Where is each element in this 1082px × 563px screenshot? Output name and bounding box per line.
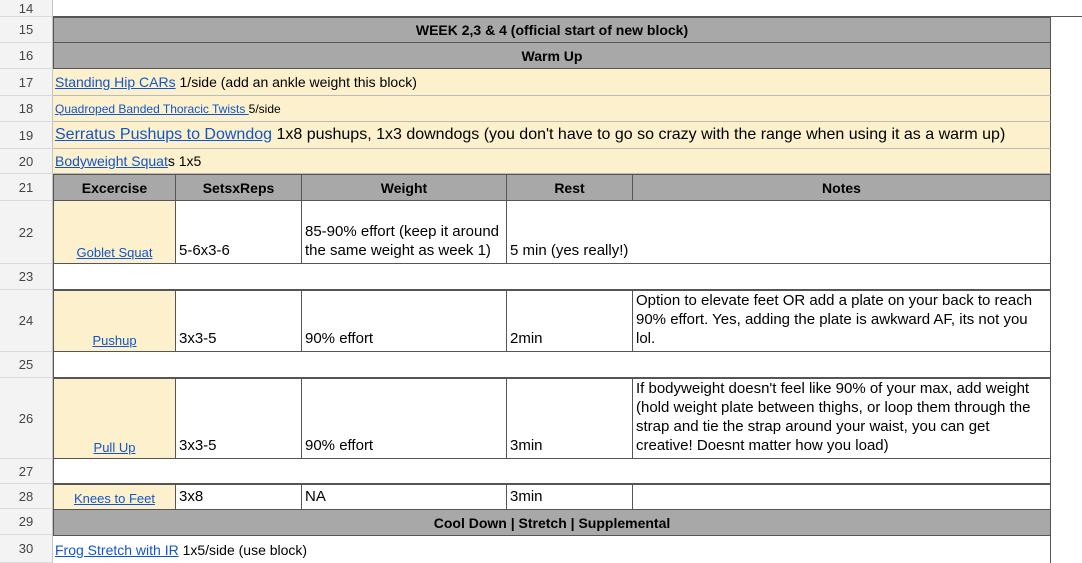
warmup-item[interactable]: [53, 96, 1051, 122]
rest-cell[interactable]: 5 min (yes really!): [506, 200, 1051, 264]
warmup-link[interactable]: Standing Hip CARs: [55, 74, 176, 90]
warmup-link[interactable]: Serratus Pushups to Downdog: [55, 126, 273, 143]
rest-cell[interactable]: 2min: [506, 290, 633, 352]
cooldown-item[interactable]: [53, 536, 1051, 563]
cooldown-title[interactable]: Cool Down | Stretch | Supplemental: [53, 509, 1051, 536]
row-header-28[interactable]: 28: [0, 484, 53, 509]
row-header-30[interactable]: 30: [0, 535, 53, 563]
warmup-item[interactable]: [53, 122, 1051, 149]
exercise-cell[interactable]: [53, 378, 176, 459]
weight-cell[interactable]: 85-90% effort (keep it around the same weight as week 1): [301, 200, 507, 264]
cooldown-text: 1x5/side (use block): [178, 541, 308, 558]
weight-cell[interactable]: 90% effort: [301, 378, 507, 459]
warmup-text: 1x8 pushups, 1x3 downdogs (you don't have to go so crazy with the range when using it as a warm up): [272, 126, 1006, 143]
row-header-23[interactable]: 23: [0, 264, 53, 290]
exercise-cell[interactable]: [53, 484, 176, 510]
row-header-29[interactable]: 29: [0, 509, 53, 535]
weight-cell[interactable]: NA: [301, 484, 507, 510]
row-header-17[interactable]: 17: [0, 69, 53, 96]
column-header-sets[interactable]: SetsxReps: [175, 174, 302, 201]
notes-cell[interactable]: If bodyweight doesn't feel like 90% of your max, add weight (hold weight plate between thighs, or loop them through the strap and tie the strap around your waist, you can get creative! Doesnt matter how you load): [632, 378, 1051, 459]
empty-row[interactable]: [53, 264, 1051, 290]
exercise-link[interactable]: Pull Up: [93, 440, 136, 455]
rest-cell[interactable]: 3min: [506, 484, 633, 510]
row-header-19[interactable]: 19: [0, 122, 53, 149]
row-header-26[interactable]: 26: [0, 378, 53, 459]
column-header-rest[interactable]: Rest: [506, 174, 633, 201]
rest-cell[interactable]: 3min: [506, 378, 633, 459]
row-header-24[interactable]: 24: [0, 290, 53, 352]
notes-cell[interactable]: Option to elevate feet OR add a plate on your back to reach 90% effort. Yes, adding the plate is awkward AF, its not you lol.: [632, 290, 1051, 352]
column-header-notes[interactable]: Notes: [632, 174, 1051, 201]
block-title[interactable]: WEEK 2,3 & 4 (official start of new block): [53, 17, 1051, 43]
empty-row[interactable]: [53, 459, 1051, 484]
row-header-14[interactable]: 14: [0, 0, 53, 17]
weight-cell[interactable]: 90% effort: [301, 290, 507, 352]
cooldown-link[interactable]: Frog Stretch with IR: [55, 541, 179, 558]
exercise-link[interactable]: Goblet Squat: [76, 245, 153, 260]
row-header-25[interactable]: 25: [0, 352, 53, 378]
warmup-title[interactable]: Warm Up: [53, 43, 1051, 69]
empty-row[interactable]: [53, 0, 1082, 17]
row-header-20[interactable]: 20: [0, 149, 53, 174]
exercise-cell[interactable]: [53, 290, 176, 352]
warmup-link[interactable]: Bodyweight Squat: [55, 153, 168, 169]
row-header-18[interactable]: 18: [0, 96, 53, 122]
row-header-21[interactable]: 21: [0, 174, 53, 201]
column-header-exercise[interactable]: Excercise: [53, 174, 176, 201]
sets-cell[interactable]: 3x3-5: [175, 378, 302, 459]
empty-row[interactable]: [53, 352, 1051, 378]
warmup-text: 5/side: [248, 101, 281, 116]
row-header-15[interactable]: 15: [0, 17, 53, 43]
exercise-link[interactable]: Knees to Feet: [74, 491, 155, 506]
sets-cell[interactable]: 3x8: [175, 484, 302, 510]
warmup-text: 1/side (add an ankle weight this block): [175, 74, 417, 90]
notes-cell[interactable]: [632, 484, 1051, 510]
row-header-27[interactable]: 27: [0, 459, 53, 484]
row-header-16[interactable]: 16: [0, 43, 53, 69]
exercise-cell[interactable]: [53, 200, 176, 264]
warmup-link[interactable]: Quadroped Banded Thoracic Twists: [55, 101, 249, 116]
row-header-22[interactable]: 22: [0, 201, 53, 264]
warmup-item[interactable]: [53, 69, 1051, 96]
sets-cell[interactable]: 3x3-5: [175, 290, 302, 352]
warmup-item[interactable]: [53, 149, 1051, 174]
exercise-link[interactable]: Pushup: [92, 333, 137, 348]
warmup-text: s 1x5: [167, 153, 202, 169]
sets-cell[interactable]: 5-6x3-6: [175, 200, 302, 264]
column-header-weight[interactable]: Weight: [301, 174, 507, 201]
